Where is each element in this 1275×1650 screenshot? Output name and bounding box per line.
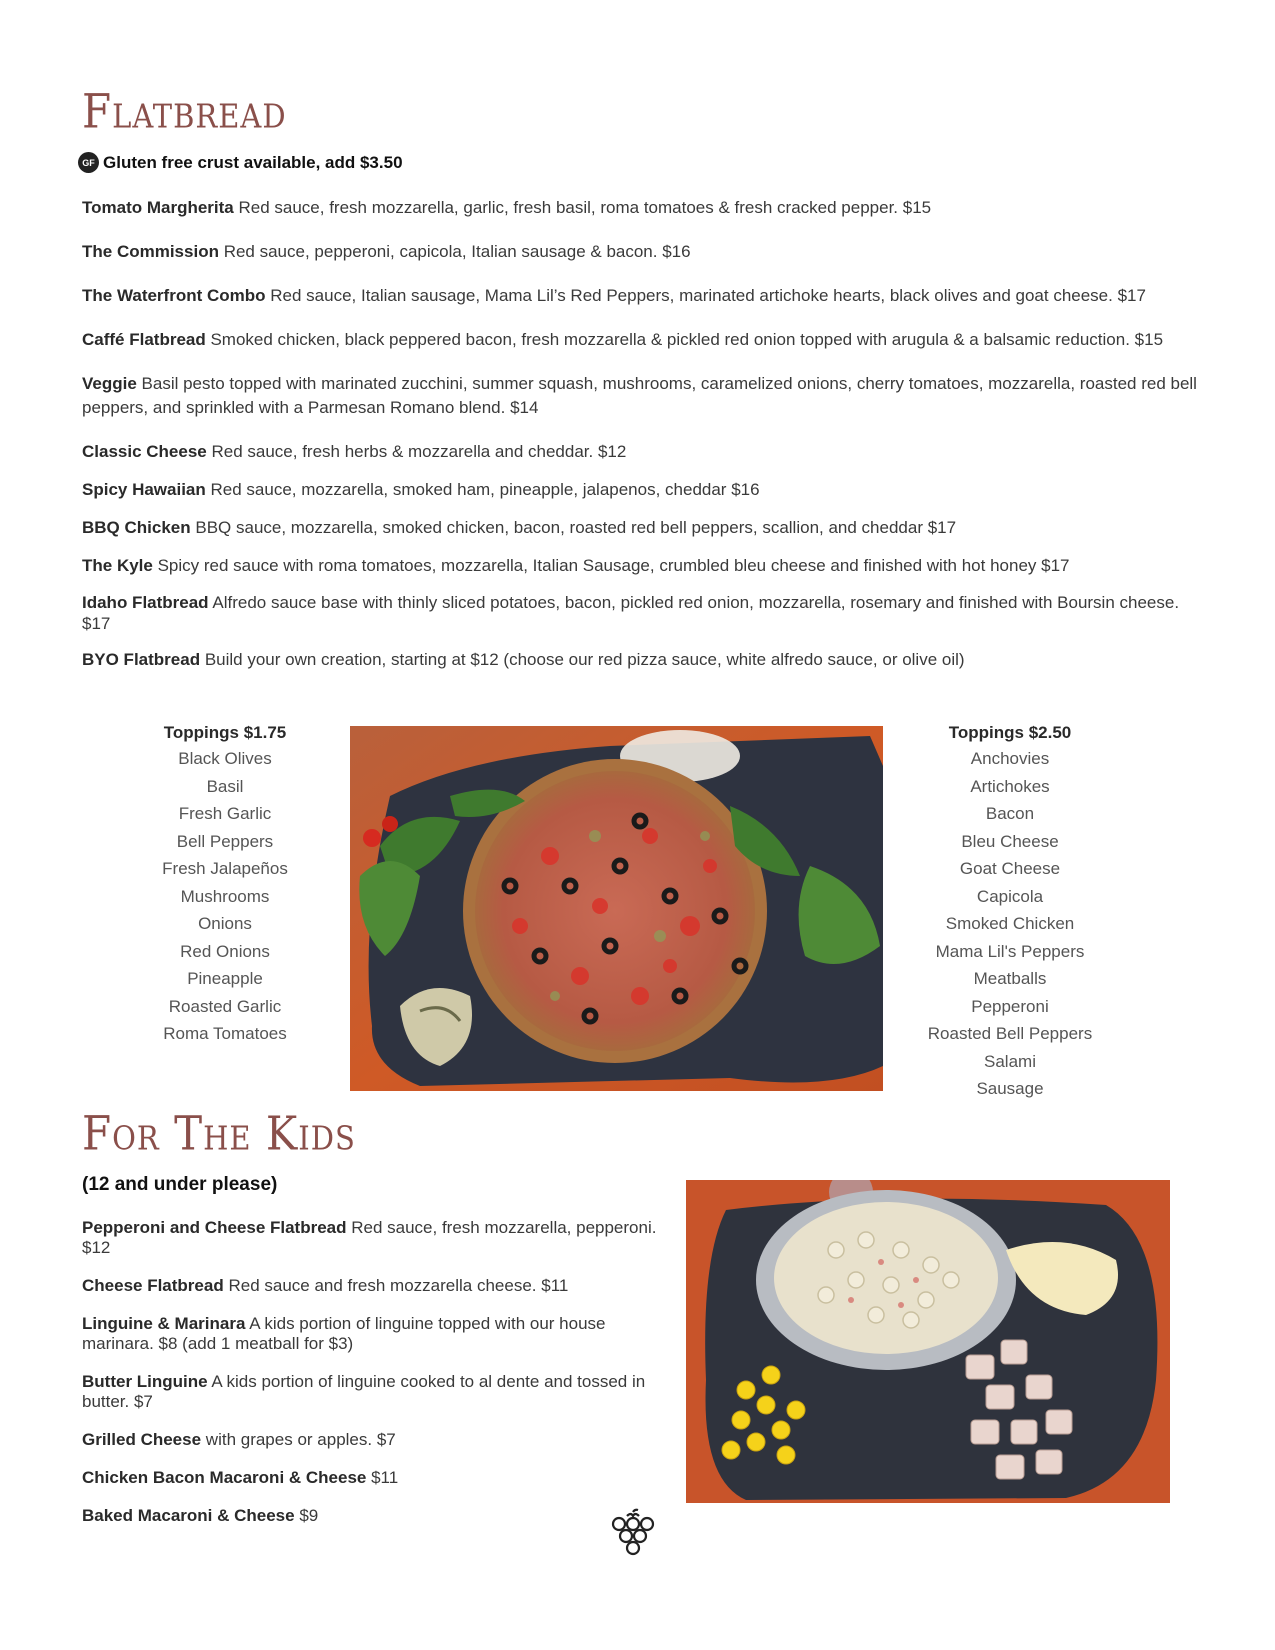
kids-section-title: For The Kids: [82, 1106, 356, 1161]
menu-item-name: Cheese Flatbread: [82, 1276, 224, 1295]
menu-item: [82, 1218, 672, 1258]
menu-item: [82, 240, 1212, 264]
gluten-free-text: Gluten free crust available, add $3.50: [103, 152, 403, 172]
menu-item: [82, 440, 1212, 464]
topping-item: Pineapple: [187, 969, 263, 988]
topping-item: Goat Cheese: [959, 859, 1061, 878]
topping-item: Bleu Cheese: [961, 831, 1059, 851]
menu-item-name: Tomato Margherita: [82, 198, 234, 217]
toppings-list-premium: [910, 721, 1110, 1103]
menu-item-name: Butter Linguine: [82, 1372, 208, 1391]
menu-item-name: Caffé Flatbread: [82, 330, 206, 349]
toppings-heading: Toppings $1.75: [163, 723, 287, 742]
topping-item: Roasted Garlic: [168, 996, 282, 1016]
menu-item-description: Red sauce and fresh mozzarella cheese. $11: [223, 1276, 569, 1295]
menu-item-name: The Commission: [82, 242, 219, 261]
topping-item: Salami: [984, 1051, 1036, 1071]
menu-item-name: Pepperoni and Cheese Flatbread: [82, 1218, 347, 1237]
menu-item-description: Red sauce, fresh herbs & mozzarella and cheddar. $12: [206, 442, 627, 461]
topping-item: Meatballs: [973, 969, 1047, 988]
pizza-photo: [350, 726, 883, 1091]
flatbread-list: [82, 196, 1212, 692]
topping-item: Smoked Chicken: [945, 914, 1075, 933]
menu-item: [82, 516, 1212, 540]
menu-item-name: BYO Flatbread: [82, 650, 201, 669]
topping-item: Bell Peppers: [176, 831, 274, 851]
menu-item: [82, 284, 1212, 308]
menu-item: [82, 196, 1212, 220]
menu-item: [82, 1430, 672, 1450]
toppings-heading: Toppings $2.50: [948, 723, 1072, 742]
menu-item-description: Alfredo sauce base with thinly sliced potatoes, bacon, pickled red onion, mozzarella, rosemary and finished with Boursin cheese. $17: [82, 593, 1180, 633]
menu-item-name: Grilled Cheese: [82, 1430, 202, 1449]
menu-item: [82, 1276, 672, 1296]
toppings-list-basic: [140, 721, 310, 1048]
topping-item: Sausage: [976, 1079, 1044, 1098]
menu-item: [82, 648, 1212, 672]
topping-item: Artichokes: [970, 776, 1050, 796]
menu-item-name: Linguine & Marinara: [82, 1314, 246, 1333]
menu-item-name: Veggie: [82, 374, 137, 393]
topping-item: Fresh Garlic: [178, 804, 272, 823]
menu-item: [82, 1506, 672, 1526]
menu-item: [82, 592, 1212, 634]
topping-item: Bacon: [985, 804, 1035, 823]
menu-item-description: Spicy red sauce with roma tomatoes, mozzarella, Italian Sausage, crumbled bleu cheese and finished with hot honey $17: [152, 556, 1070, 575]
topping-item: Basil: [206, 776, 244, 796]
menu-item-description: Basil pesto topped with marinated zucchini, summer squash, mushrooms, caramelized onions, cherry tomatoes, mozzarella, roasted red bell peppers, and sprinkled with a Parmesan Romano blend. $14: [82, 374, 1197, 417]
topping-item: Roasted Bell Peppers: [927, 1024, 1093, 1043]
menu-item: [82, 328, 1212, 352]
menu-item-description: Build your own creation, starting at $12 (choose our red pizza sauce, white alfredo sauce, or olive oil): [200, 650, 965, 669]
topping-item: Mama Lil's Peppers: [935, 941, 1085, 961]
topping-item: Roma Tomatoes: [163, 1024, 287, 1043]
menu-item: [82, 554, 1212, 578]
topping-item: Onions: [198, 914, 252, 933]
menu-item-name: Baked Macaroni & Cheese: [82, 1506, 295, 1525]
menu-item-description: A kids portion of linguine topped with our house marinara. $8 (add 1 meatball for $3): [82, 1314, 606, 1353]
topping-item: Red Onions: [180, 941, 270, 961]
grape-icon: [610, 1508, 656, 1564]
menu-item-description: Red sauce, mozzarella, smoked ham, pineapple, jalapenos, cheddar $16: [205, 480, 760, 499]
menu-item-name: Classic Cheese: [82, 442, 207, 461]
menu-item-description: Smoked chicken, black peppered bacon, fresh mozzarella & pickled red onion topped with arugula & a balsamic reduction. $15: [205, 330, 1164, 349]
menu-item-name: Spicy Hawaiian: [82, 480, 206, 499]
menu-item-name: Chicken Bacon Macaroni & Cheese: [82, 1468, 367, 1487]
menu-item-description: $11: [366, 1468, 399, 1487]
menu-item-description: A kids portion of linguine cooked to al dente and tossed in butter. $7: [82, 1372, 646, 1411]
menu-item-description: Red sauce, fresh mozzarella, garlic, fresh basil, roma tomatoes & fresh cracked pepper. $15: [233, 198, 932, 217]
topping-item: Black Olives: [178, 749, 272, 768]
menu-item-description: Red sauce, pepperoni, capicola, Italian sausage & bacon. $16: [218, 242, 691, 261]
menu-item-name: The Kyle: [82, 556, 153, 575]
topping-item: Anchovies: [970, 749, 1050, 768]
menu-item-description: $9: [294, 1506, 319, 1525]
menu-item: [82, 1468, 672, 1488]
kids-mac-and-cheese-photo: [686, 1180, 1170, 1503]
topping-item: Fresh Jalapeños: [162, 859, 288, 878]
menu-item-description: Red sauce, fresh mozzarella, pepperoni. $12: [82, 1218, 657, 1257]
topping-item: Mushrooms: [180, 886, 270, 906]
flatbread-section-title: Flatbread: [82, 84, 287, 139]
menu-item-name: BBQ Chicken: [82, 518, 191, 537]
topping-item: Pepperoni: [971, 996, 1049, 1016]
menu-item-description: Red sauce, Italian sausage, Mama Lil’s Red Peppers, marinated artichoke hearts, black olives and goat cheese. $17: [265, 286, 1146, 305]
kids-photo-illustration: [686, 1180, 1170, 1503]
kids-age-note: (12 and under please): [82, 1174, 278, 1195]
gf-badge-icon: GF: [78, 152, 99, 173]
menu-item-description: with grapes or apples. $7: [201, 1430, 396, 1449]
menu-item: [82, 372, 1212, 420]
kids-menu-list: [82, 1218, 672, 1544]
topping-item: Capicola: [976, 886, 1044, 906]
menu-item-name: Idaho Flatbread: [82, 593, 209, 612]
menu-item-name: The Waterfront Combo: [82, 286, 266, 305]
menu-item: [82, 1314, 672, 1354]
menu-item: [82, 1372, 672, 1412]
menu-item: [82, 478, 1212, 502]
pizza-photo-illustration: [350, 726, 883, 1091]
menu-item-description: BBQ sauce, mozzarella, smoked chicken, bacon, roasted red bell peppers, scallion, and cheddar $17: [190, 518, 957, 537]
gluten-free-note: [78, 152, 403, 173]
